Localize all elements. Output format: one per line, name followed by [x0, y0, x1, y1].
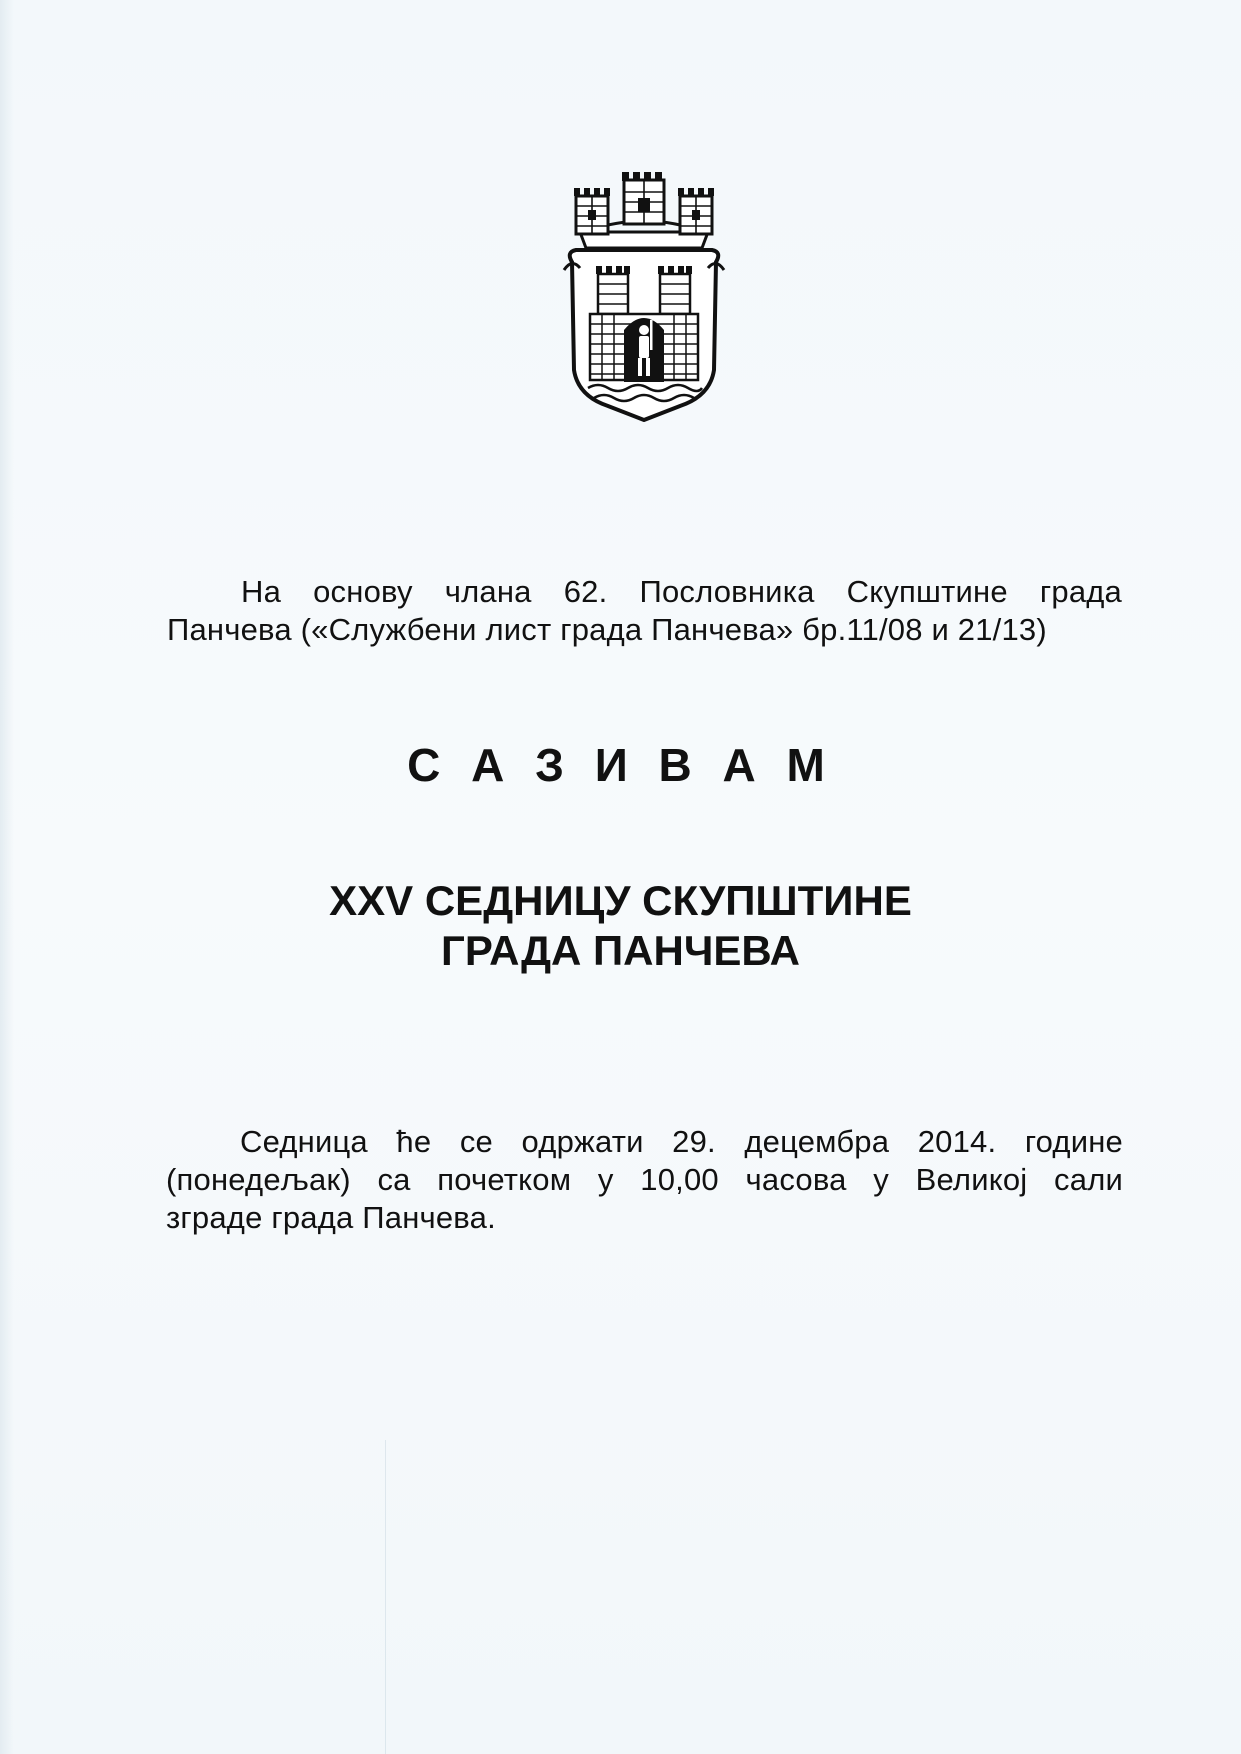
scan-artifact-line [385, 1440, 386, 1754]
preamble-line-2: Панчева («Службени лист града Панчева» бр.11/08 и 21/13) [167, 612, 1047, 647]
session-details-paragraph [166, 1123, 1123, 1237]
preamble-paragraph [167, 573, 1122, 649]
session-details-line-2: (понедељак) са почетком у 10,00 часова у Великој сали [166, 1162, 1123, 1197]
pancevo-coat-of-arms-icon [562, 170, 726, 422]
session-title-line-2: ГРАДА ПАНЧЕВА [441, 927, 800, 974]
session-details-line-3: зграде града Панчева. [166, 1200, 496, 1235]
session-title [0, 876, 1241, 976]
session-details-line-1: Седница ће се одржати 29. децембра 2014. године [240, 1124, 1123, 1159]
preamble-line-1: На основу члана 62. Пословника Скупштине града [241, 574, 1122, 609]
session-title-line-1: XXV СЕДНИЦУ СКУПШТИНЕ [329, 877, 912, 924]
convene-heading: С А З И В А М [407, 739, 834, 791]
